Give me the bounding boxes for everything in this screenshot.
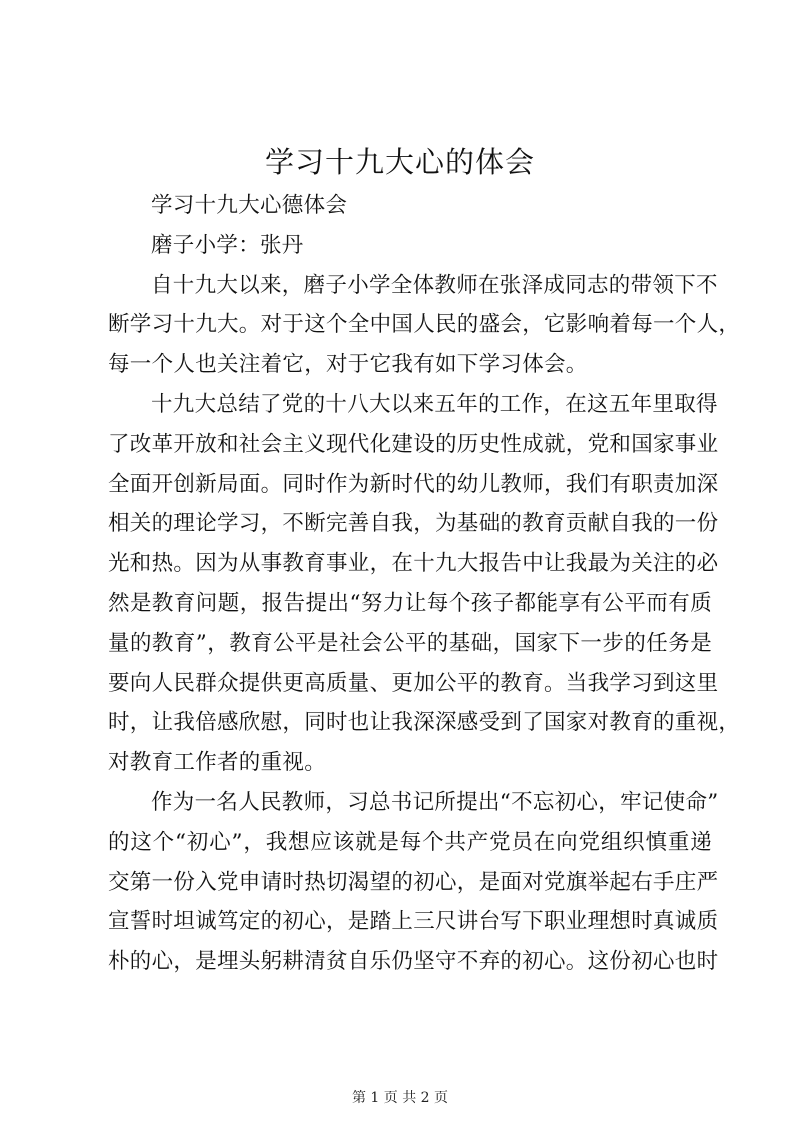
- text-line: 交第一份入党申请时热切渴望的初心，是面对党旗举起右手庄严: [108, 869, 719, 895]
- page-title: 学习十九大心的体会: [264, 145, 535, 179]
- text-line-subtitle: 学习十九大心德体会: [151, 193, 348, 218]
- text-line: 的这个“初心”，我想应该就是每个共产党员在向党组织慎重递: [108, 829, 712, 855]
- text-line: 了改革开放和社会主义现代化建设的历史性成就，党和国家事业: [108, 431, 719, 457]
- document-body: [108, 186, 741, 982]
- text-line-author: 磨子小学：张丹: [151, 232, 304, 258]
- text-line: 作为一名人民教师，习总书记所提出“不忘初心，牢记使命”: [151, 789, 719, 815]
- text-line: 全面开创新局面。同时作为新时代的幼儿教师，我们有职责加深: [108, 471, 719, 497]
- page-number-footer: 第 1 页 共 2 页: [351, 1090, 449, 1106]
- text-line: 相关的理论学习，不断完善自我，为基础的教育贡献自我的一份: [108, 511, 719, 537]
- text-line: 自十九大以来，磨子小学全体教师在张泽成同志的带领下不: [151, 272, 718, 298]
- text-line: 光和热。因为从事教育事业，在十九大报告中让我最为关注的必: [108, 551, 719, 577]
- text-line: 朴的心，是埋头躬耕清贫自乐仍坚守不弃的初心。这份初心也时: [108, 949, 719, 975]
- text-line: 十九大总结了党的十八大以来五年的工作，在这五年里取得: [151, 391, 718, 417]
- text-line: 时，让我倍感欣慰，同时也让我深深感受到了国家对教育的重视，: [108, 710, 741, 736]
- text-line: 量的教育”，教育公平是社会公平的基础，国家下一步的任务是: [108, 630, 712, 656]
- text-line: 然是教育问题，报告提出“努力让每个孩子都能享有公平而有质: [108, 590, 712, 616]
- text-line: 要向人民群众提供更高质量、更加公平的教育。当我学习到这里: [108, 670, 719, 696]
- text-line: 每一个人也关注着它，对于它我有如下学习体会。: [108, 352, 588, 378]
- text-line: 对教育工作者的重视。: [108, 750, 327, 776]
- text-line: 断学习十九大。对于这个全中国人民的盛会，它影响着每一个人，: [108, 312, 741, 338]
- text-line: 宣誓时坦诚笃定的初心，是踏上三尺讲台写下职业理想时真诚质: [108, 909, 719, 935]
